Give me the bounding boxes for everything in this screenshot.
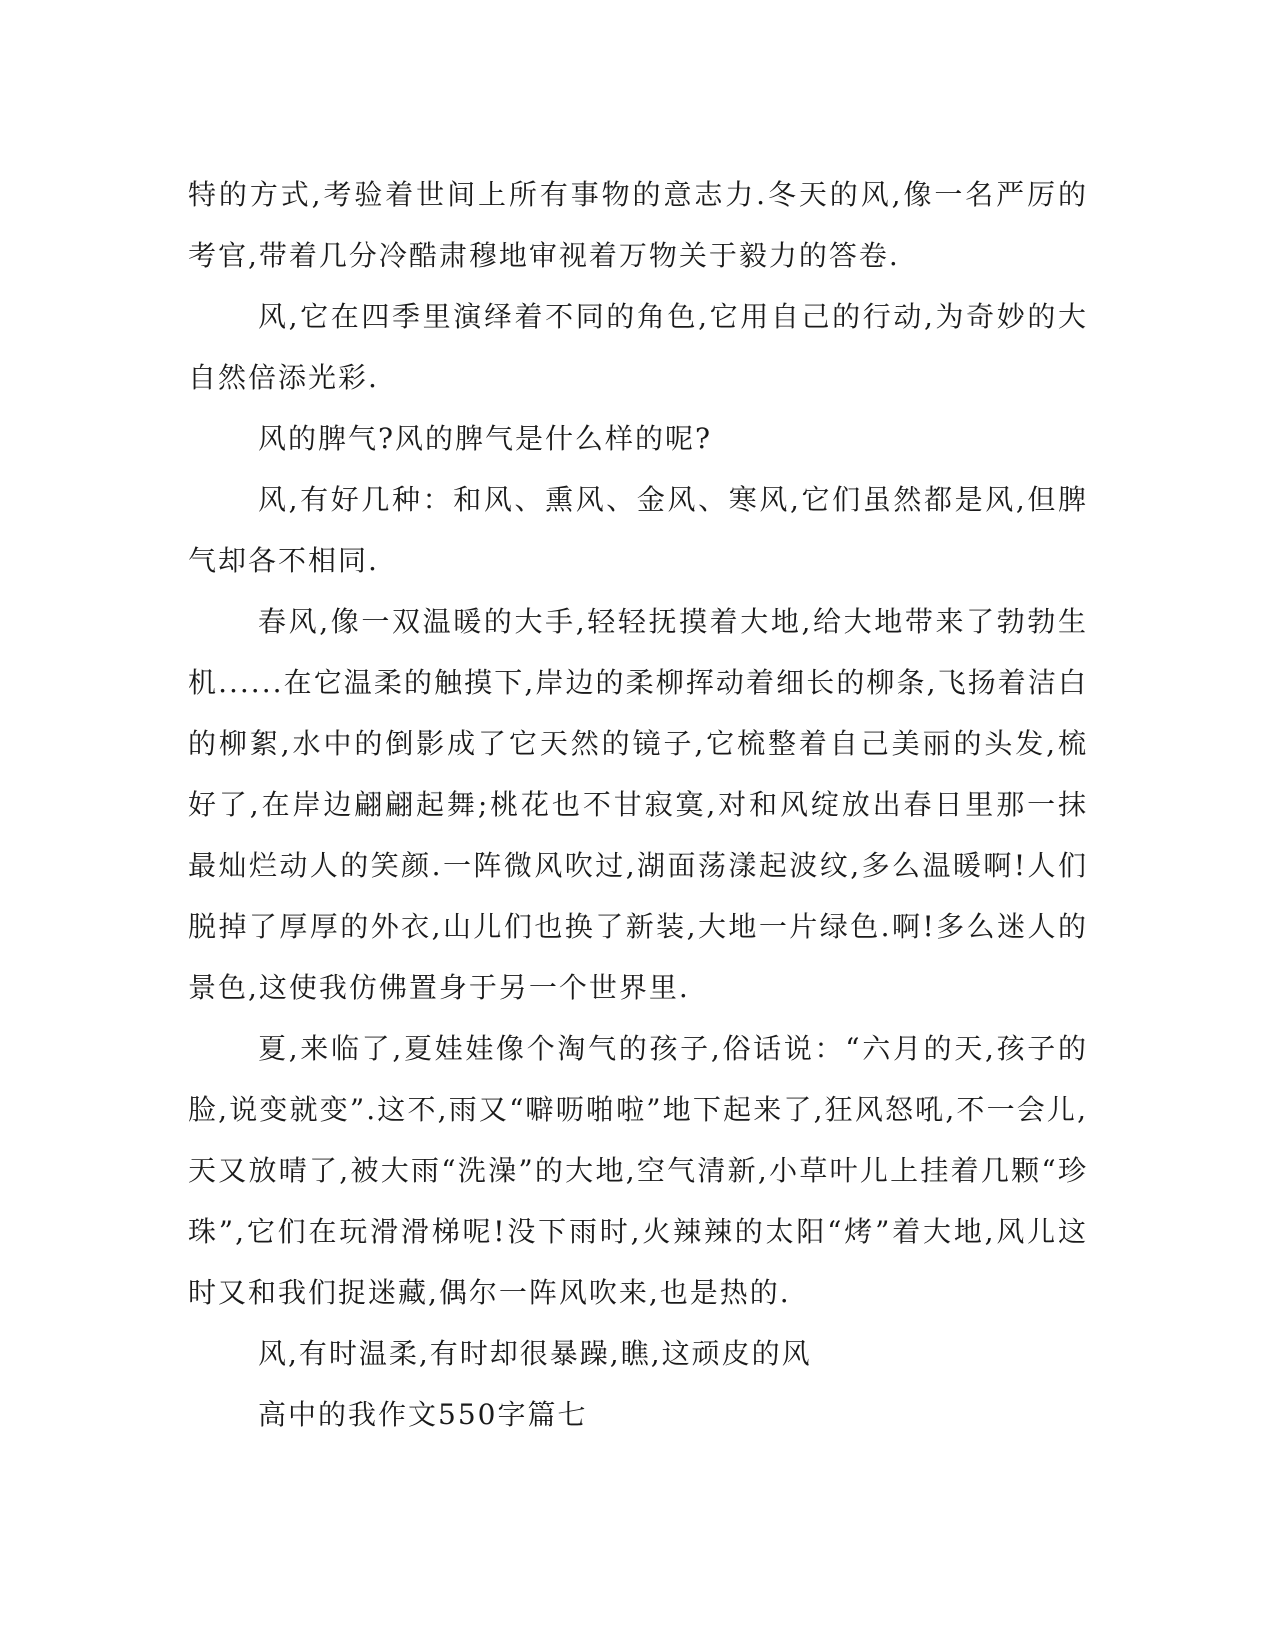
essay-body [188, 164, 1088, 1445]
paragraph-2: 风,它在四季里演绎着不同的角色,它用自己的行动,为奇妙的大自然倍添光彩. [188, 300, 1088, 394]
section-heading: 高中的我作文550字篇七 [258, 1398, 588, 1431]
paragraph-1: 特的方式,考验着世间上所有事物的意志力.冬天的风,像一名严厉的考官,带着几分冷酷肃穆地审视着万物关于毅力的答卷. [188, 178, 1088, 272]
paragraph-4: 风,有好几种：和风、熏风、金风、寒风,它们虽然都是风,但脾气却各不相同. [188, 483, 1088, 577]
paragraph-5: 春风,像一双温暖的大手,轻轻抚摸着大地,给大地带来了勃勃生机......在它温柔的触摸下,岸边的柔柳挥动着细长的柳条,飞扬着洁白的柳絮,水中的倒影成了它天然的镜子,它梳整着自己美丽的头发,梳好了,在岸边翩翩起舞;桃花也不甘寂寞,对和风绽放出春日里那一抹最灿烂动人的笑颜.一阵微风吹过,湖面荡漾起波纹,多么温暖啊!人们脱掉了厚厚的外衣,山儿们也换了新装,大地一片绿色.啊!多么迷人的景色,这使我仿佛置身于另一个世界里. [188, 605, 1088, 1004]
paragraph-6: 夏,来临了,夏娃娃像个淘气的孩子,俗话说：“六月的天,孩子的脸,说变就变”.这不,雨又“噼呖啪啦”地下起来了,狂风怒吼,不一会儿,天又放晴了,被大雨“洗澡”的大地,空气清新,小草叶儿上挂着几颗“珍珠”,它们在玩滑滑梯呢!没下雨时,火辣辣的太阳“烤”着大地,风儿这时又和我们捉迷藏,偶尔一阵风吹来,也是热的. [188, 1032, 1088, 1309]
paragraph-7: 风,有时温柔,有时却很暴躁,瞧,这顽皮的风 [258, 1337, 812, 1370]
paragraph-3: 风的脾气?风的脾气是什么样的呢? [258, 422, 713, 455]
